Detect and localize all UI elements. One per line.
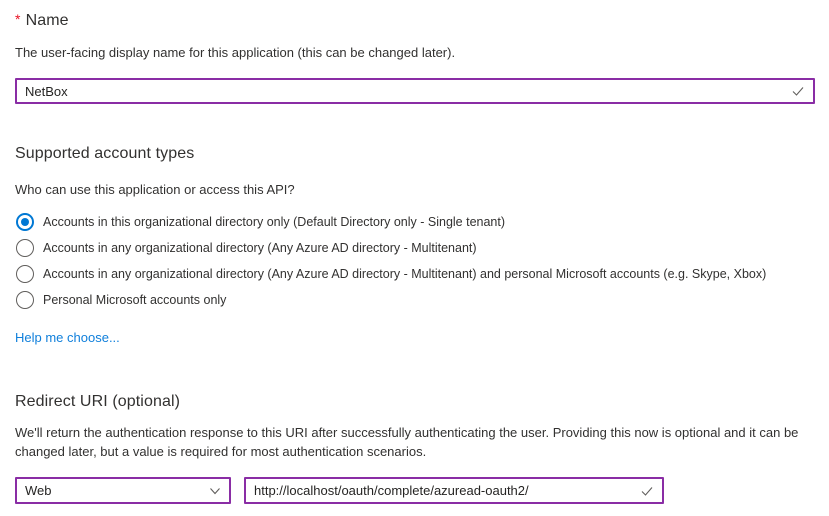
radio-option-label: Accounts in this organizational directory only (Default Directory only - Single tenant) bbox=[43, 215, 506, 229]
name-section-title bbox=[15, 11, 815, 30]
name-section bbox=[15, 11, 815, 104]
name-title-text: Name bbox=[25, 12, 69, 29]
radio-option-label: Accounts in any organizational directory (Any Azure AD directory - Multitenant) and personal Microsoft accounts (e.g. Skype, Xbox) bbox=[43, 267, 767, 281]
platform-select-container bbox=[15, 477, 231, 504]
redirect-uri-title: Redirect URI (optional) bbox=[15, 393, 181, 410]
radio-option-multitenant[interactable] bbox=[15, 235, 815, 261]
supported-account-types-section bbox=[15, 145, 815, 347]
redirect-uri-section bbox=[15, 393, 815, 504]
name-input[interactable] bbox=[15, 78, 815, 104]
radio-button-icon[interactable] bbox=[16, 265, 34, 283]
radio-option-multitenant-personal[interactable] bbox=[15, 261, 815, 287]
redirect-uri-input[interactable] bbox=[244, 477, 664, 504]
radio-option-label: Personal Microsoft accounts only bbox=[43, 293, 227, 307]
account-types-radio-group bbox=[15, 209, 815, 313]
radio-option-label: Accounts in any organizational directory (Any Azure AD directory - Multitenant) bbox=[43, 241, 477, 255]
redirect-uri-input-container bbox=[244, 477, 664, 504]
radio-option-single-tenant[interactable] bbox=[15, 209, 815, 235]
radio-button-icon[interactable] bbox=[16, 239, 34, 257]
account-types-title: Supported account types bbox=[15, 145, 195, 162]
platform-select-value: Web bbox=[25, 483, 52, 498]
radio-button-icon[interactable] bbox=[16, 213, 34, 231]
name-description: The user-facing display name for this application (this can be changed later). bbox=[15, 45, 456, 60]
help-me-choose-link[interactable]: Help me choose... bbox=[15, 330, 120, 345]
account-types-question: Who can use this application or access this API? bbox=[15, 182, 295, 197]
platform-select[interactable] bbox=[15, 477, 231, 504]
radio-option-personal-only[interactable] bbox=[15, 287, 815, 313]
required-asterisk: * bbox=[15, 11, 21, 27]
redirect-uri-description: We'll return the authentication response to this URI after successfully authenticating the user. Providing this now is optional and it can be changed later, but a value is required for most authentication scenarios. bbox=[15, 425, 799, 459]
radio-button-icon[interactable] bbox=[16, 291, 34, 309]
name-input-container bbox=[15, 78, 815, 104]
redirect-uri-inputs-row bbox=[15, 477, 815, 504]
